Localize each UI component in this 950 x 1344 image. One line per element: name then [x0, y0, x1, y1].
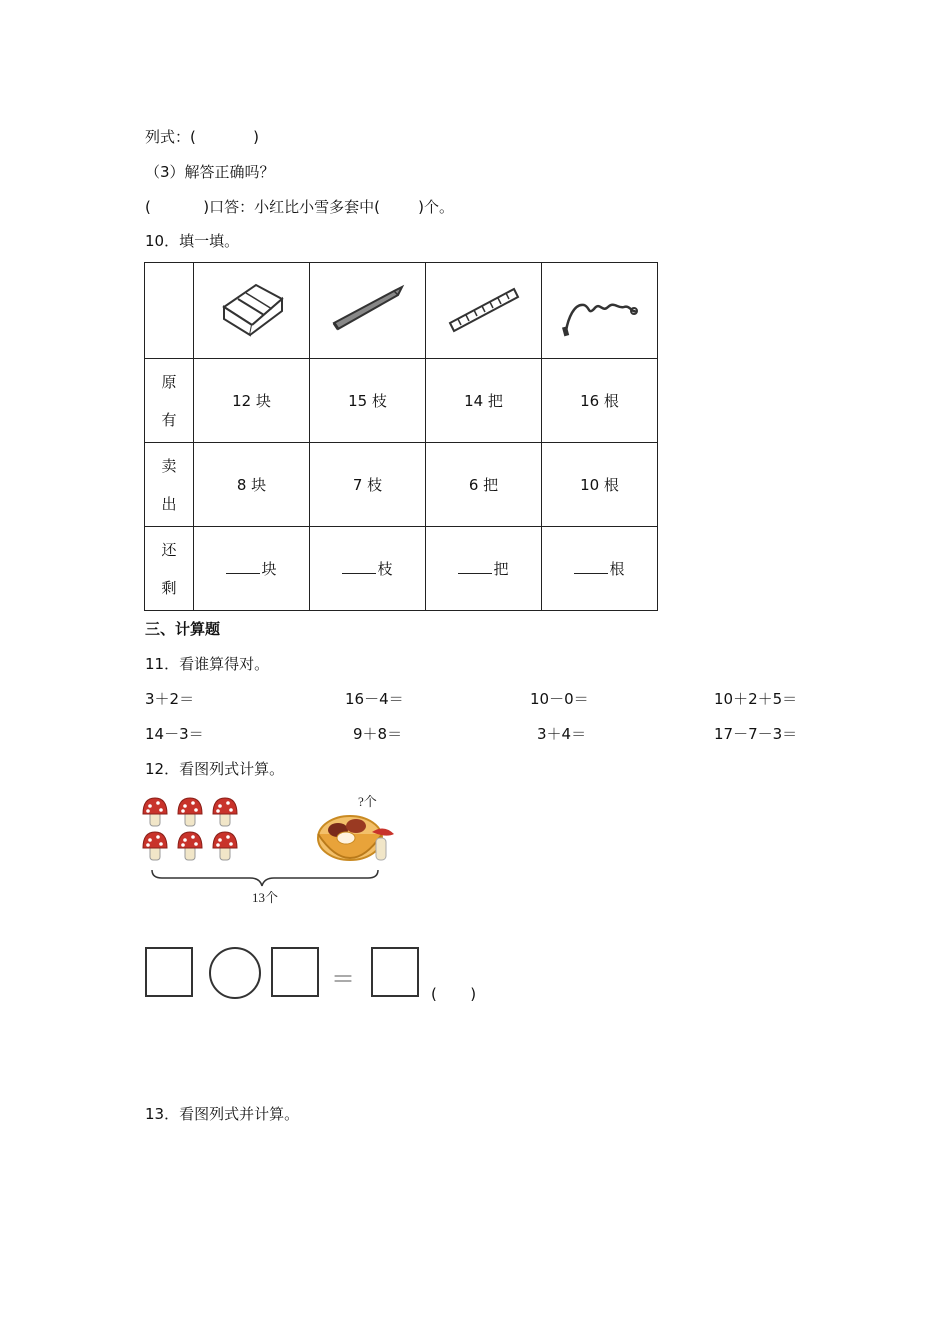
- eraser-icon: [216, 277, 288, 341]
- calc-item[interactable]: 14－3＝: [145, 725, 204, 743]
- q9-sub3: （3）解答正确吗？: [145, 163, 275, 181]
- question-label: ?个: [358, 794, 377, 809]
- answer-box[interactable]: [371, 947, 419, 997]
- table-corner-cell: [145, 263, 194, 359]
- q12-title: 12．看图列式计算。: [145, 760, 285, 778]
- answer-box[interactable]: [145, 947, 193, 997]
- left-pencil[interactable]: 枝: [310, 527, 426, 611]
- pencil-icon: [328, 279, 408, 339]
- mushroom-icon: [178, 832, 202, 860]
- sold-rope: 10 根: [542, 443, 658, 527]
- item-pencil-cell: [310, 263, 426, 359]
- mushroom-figure: [140, 790, 410, 910]
- original-eraser: 12 块: [194, 359, 310, 443]
- sold-pencil: 7 枝: [310, 443, 426, 527]
- goods-table: [144, 262, 658, 611]
- q10-title: 10．填一填。: [145, 232, 240, 250]
- left-ruler[interactable]: 把: [426, 527, 542, 611]
- row-label-original: 原 有: [145, 359, 194, 443]
- sold-eraser: 8 块: [194, 443, 310, 527]
- calc-item[interactable]: 17－7－3＝: [714, 725, 798, 743]
- total-brace: [152, 870, 378, 886]
- mushroom-icon: [143, 798, 167, 826]
- answer-blank[interactable]: [226, 559, 260, 574]
- q9-formula-line: 列式：( ): [145, 128, 259, 146]
- calc-item[interactable]: 10＋2＋5＝: [714, 690, 798, 708]
- mushroom-icon: [178, 798, 202, 826]
- original-rope: 16 根: [542, 359, 658, 443]
- jump-rope-icon: [558, 279, 642, 339]
- calc-item[interactable]: 10－0＝: [530, 690, 589, 708]
- basket-icon: [318, 816, 394, 860]
- section3-title: 三、计算题: [145, 620, 221, 638]
- operator-circle[interactable]: [209, 947, 261, 999]
- calc-item[interactable]: 16－4＝: [345, 690, 404, 708]
- q11-title: 11．看谁算得对。: [145, 655, 270, 673]
- total-label: 13个: [252, 890, 279, 905]
- row-label-left: 还 剩: [145, 527, 194, 611]
- item-rope-cell: [542, 263, 658, 359]
- answer-box[interactable]: [271, 947, 319, 997]
- q9-answer-line: ( )口答：小红比小雪多套中( )个。: [145, 198, 455, 216]
- answer-blank[interactable]: [342, 559, 376, 574]
- mushroom-icon: [213, 832, 237, 860]
- answer-blank[interactable]: [458, 559, 492, 574]
- calc-item[interactable]: 9＋8＝: [353, 725, 403, 743]
- item-ruler-cell: [426, 263, 542, 359]
- item-eraser-cell: [194, 263, 310, 359]
- answer-blank[interactable]: [574, 559, 608, 574]
- row-label-sold: 卖 出: [145, 443, 194, 527]
- q13-title: 13．看图列式并计算。: [145, 1105, 300, 1123]
- original-ruler: 14 把: [426, 359, 542, 443]
- unit-paren[interactable]: ( ): [431, 985, 477, 1003]
- mushroom-grid: [143, 798, 237, 860]
- equals-sign: ＝: [331, 965, 355, 993]
- ruler-icon: [444, 279, 524, 339]
- sold-ruler: 6 把: [426, 443, 542, 527]
- calc-item[interactable]: 3＋2＝: [145, 690, 195, 708]
- mushroom-icon: [213, 798, 237, 826]
- left-rope[interactable]: 根: [542, 527, 658, 611]
- calc-item[interactable]: 3＋4＝: [537, 725, 587, 743]
- left-eraser[interactable]: 块: [194, 527, 310, 611]
- original-pencil: 15 枝: [310, 359, 426, 443]
- mushroom-icon: [143, 832, 167, 860]
